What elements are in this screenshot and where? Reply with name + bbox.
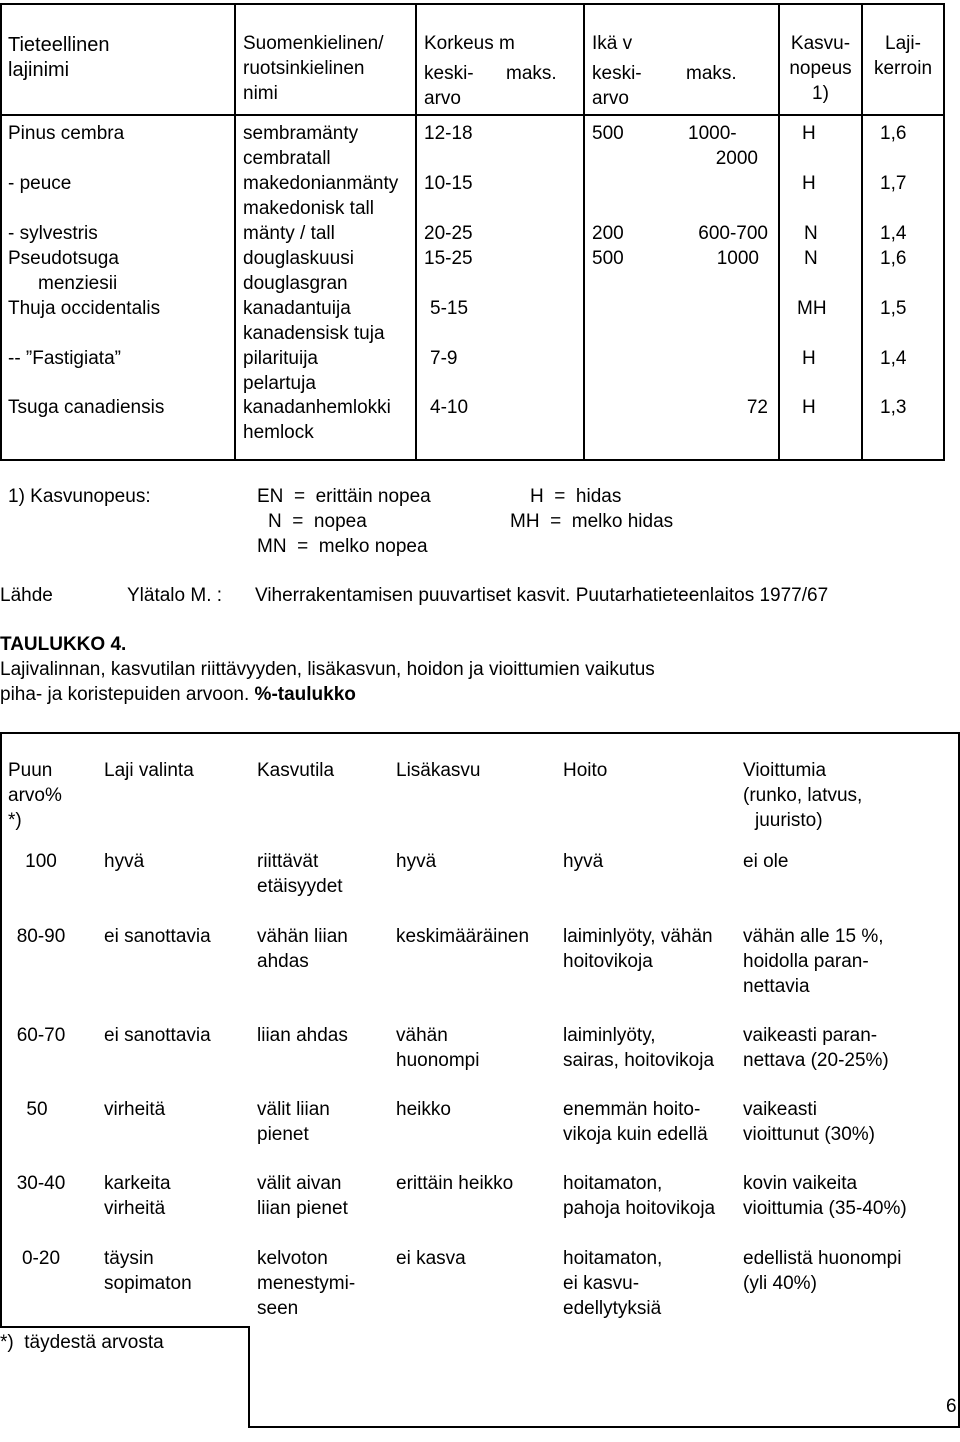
cell-damage: vaikeasti paran- nettava (20-25%) (743, 1025, 889, 1071)
cell-growth-rate: H (802, 348, 816, 369)
table2-bottom-segment (0, 1326, 250, 1328)
cell-growth-rate: N (804, 223, 818, 244)
cell-age-avg: 200 (592, 223, 624, 244)
header-age-max: maks. (686, 63, 737, 84)
cell-growing-space: riittävät etäisyydet (257, 851, 343, 897)
cell-extra-growth: hyvä (396, 851, 437, 872)
header-care: Hoito (563, 760, 608, 781)
legend-entry: EN = erittäin nopea (257, 486, 431, 507)
cell-growth-rate: H (802, 173, 816, 194)
cell-scientific-name: Pinus cembra (8, 123, 125, 144)
cell-growth-rate: MH (797, 298, 827, 319)
cell-tree-value: 80-90 (16, 926, 66, 947)
cell-finnish-name: kanadantuija (243, 298, 351, 319)
cell-species-choice: täysin sopimaton (104, 1248, 192, 1294)
cell-tree-value: 100 (25, 851, 57, 872)
cell-height-avg: 15-25 (424, 248, 473, 269)
cell-growth-rate: H (802, 123, 816, 144)
cell-species-choice: virheitä (104, 1099, 166, 1120)
cell-species-choice: hyvä (104, 851, 145, 872)
table1-border-top (0, 3, 945, 5)
legend-entry: H = hidas (530, 486, 622, 507)
cell-swedish-name: cembratall (243, 148, 331, 169)
header-tree-value: Puun arvo% *) (8, 760, 62, 831)
cell-coefficient: 1,6 (880, 248, 907, 269)
cell-height-avg: 4-10 (430, 397, 469, 418)
legend-entry: N = nopea (268, 511, 367, 532)
cell-height-avg: 7-9 (430, 348, 458, 369)
cell-scientific-name: -- ”Fastigiata” (8, 348, 121, 369)
cell-care: enemmän hoito- vikoja kuin edellä (563, 1099, 708, 1145)
header-height: Korkeus m (424, 33, 515, 54)
cell-growth-rate: N (804, 248, 818, 269)
description-bold: %-taulukko (254, 684, 356, 705)
cell-tree-value: 50 (26, 1099, 48, 1120)
cell-growing-space: välit aivan liian pienet (257, 1173, 348, 1219)
cell-age-max: 1000- 2000 (688, 123, 758, 169)
cell-age-max: 1000 (716, 248, 759, 269)
cell-growing-space: välit liian pienet (257, 1099, 330, 1145)
table2-bottom-segment (248, 1426, 960, 1428)
cell-swedish-name: hemlock (243, 422, 314, 443)
source-title: Viherrakentamisen puuvartiset kasvit. Puutarhatieteenlaitos 1977/67 (255, 585, 829, 606)
cell-scientific-name: Tsuga canadiensis (8, 397, 165, 418)
cell-age-avg: 500 (592, 123, 624, 144)
header-height-avg: keski- arvo (424, 63, 474, 109)
table-heading: TAULUKKO 4. (0, 634, 127, 655)
cell-scientific-name: Thuja occidentalis (8, 298, 161, 319)
header-growing-space: Kasvutila (257, 760, 335, 781)
cell-extra-growth: ei kasva (396, 1248, 466, 1269)
cell-coefficient: 1,5 (880, 298, 907, 319)
table2-border-top (0, 732, 960, 734)
cell-scientific-name: Pseudotsuga menziesii (8, 248, 119, 294)
header-scientific-name: Tieteellinen lajinimi (8, 34, 110, 81)
cell-care: hoitamaton, pahoja hoitovikoja (563, 1173, 716, 1219)
cell-care: laiminlyöty, vähän hoitovikoja (563, 926, 713, 972)
cell-age-max: 600-700 (698, 223, 768, 244)
table1-col-divider (234, 3, 236, 461)
cell-swedish-name: douglasgran (243, 273, 348, 294)
cell-height-avg: 5-15 (430, 298, 469, 319)
header-species-coefficient: Laji- kerroin (873, 33, 933, 79)
cell-care: hoitamaton, ei kasvu- edellytyksiä (563, 1248, 663, 1319)
cell-species-choice: ei sanottavia (104, 1025, 211, 1046)
table-description-line2 (0, 682, 356, 707)
cell-age-avg: 500 (592, 248, 624, 269)
table1-border-left (0, 3, 2, 461)
cell-damage: vähän alle 15 %, hoidolla paran- nettavia (743, 926, 884, 997)
cell-coefficient: 1,4 (880, 223, 907, 244)
cell-damage: edellistä huonompi (yli 40%) (743, 1248, 902, 1294)
cell-extra-growth: keskimääräinen (396, 926, 530, 947)
header-height-max: maks. (506, 63, 557, 84)
cell-finnish-name: kanadanhemlokki (243, 397, 391, 418)
header-growth-rate: Kasvu- nopeus 1) (789, 33, 852, 104)
cell-swedish-name: makedonisk tall (243, 198, 374, 219)
cell-growing-space: liian ahdas (257, 1025, 348, 1046)
cell-coefficient: 1,4 (880, 348, 907, 369)
cell-extra-growth: vähän huonompi (396, 1025, 480, 1071)
legend-title: 1) Kasvunopeus: (8, 486, 151, 507)
table2-col-divider (248, 1326, 250, 1428)
cell-species-choice: karkeita virheitä (104, 1173, 171, 1219)
cell-care: hyvä (563, 851, 604, 872)
cell-damage: ei ole (743, 851, 789, 872)
description-text: piha- ja koristepuiden arvoon. (0, 684, 250, 705)
table1-border-bottom (0, 459, 945, 461)
cell-finnish-name: pilarituija (243, 348, 318, 369)
cell-height-avg: 12-18 (424, 123, 473, 144)
header-age-avg: keski- arvo (592, 63, 642, 109)
cell-height-avg: 10-15 (424, 173, 473, 194)
cell-growth-rate: H (802, 397, 816, 418)
header-age: Ikä v (592, 33, 633, 54)
table1-header-divider (0, 114, 945, 116)
cell-finnish-name: mänty / tall (243, 223, 335, 244)
cell-damage: vaikeasti vioittunut (30%) (743, 1099, 876, 1145)
table1-col-divider (415, 3, 417, 461)
cell-swedish-name: kanadensisk tuja (243, 323, 385, 344)
cell-coefficient: 1,6 (880, 123, 907, 144)
legend-entry: MN = melko nopea (257, 536, 428, 557)
cell-tree-value: 30-40 (16, 1173, 66, 1194)
cell-finnish-name: douglaskuusi (243, 248, 354, 269)
source-label: Lähde (0, 585, 53, 606)
cell-finnish-name: makedonianmänty (243, 173, 399, 194)
page-number: 6 (946, 1396, 957, 1417)
table1-col-divider (583, 3, 585, 461)
header-extra-growth: Lisäkasvu (396, 760, 481, 781)
cell-finnish-name: sembramänty (243, 123, 359, 144)
cell-growing-space: kelvoton menestymi- seen (257, 1248, 356, 1319)
cell-coefficient: 1,3 (880, 397, 907, 418)
table-description: Lajivalinnan, kasvutilan riittävyyden, lisäkasvun, hoidon ja vioittumien vaikutus (0, 659, 655, 680)
table1-border-right (943, 3, 945, 461)
cell-scientific-name: - sylvestris (8, 223, 98, 244)
cell-growing-space: vähän liian ahdas (257, 926, 348, 972)
table-footnote: *) täydestä arvosta (0, 1332, 164, 1353)
cell-care: laiminlyöty, sairas, hoitovikoja (563, 1025, 715, 1071)
cell-extra-growth: heikko (396, 1099, 451, 1120)
cell-damage: kovin vaikeita vioittumia (35-40%) (743, 1173, 907, 1219)
cell-tree-value: 0-20 (21, 1248, 61, 1269)
legend-entry: MH = melko hidas (510, 511, 674, 532)
cell-species-choice: ei sanottavia (104, 926, 211, 947)
cell-swedish-name: pelartuja (243, 373, 316, 394)
header-common-name: Suomenkielinen/ ruotsinkielinen nimi (243, 33, 384, 104)
cell-tree-value: 60-70 (16, 1025, 66, 1046)
cell-extra-growth: erittäin heikko (396, 1173, 514, 1194)
cell-height-avg: 20-25 (424, 223, 473, 244)
cell-scientific-name: - peuce (8, 173, 72, 194)
cell-coefficient: 1,7 (880, 173, 907, 194)
cell-age-max: 72 (746, 397, 768, 418)
header-species-choice: Laji valinta (104, 760, 194, 781)
source-author: Ylätalo M. : (127, 585, 223, 606)
header-damage: Vioittumia (runko, latvus, juuristo) (743, 760, 863, 831)
